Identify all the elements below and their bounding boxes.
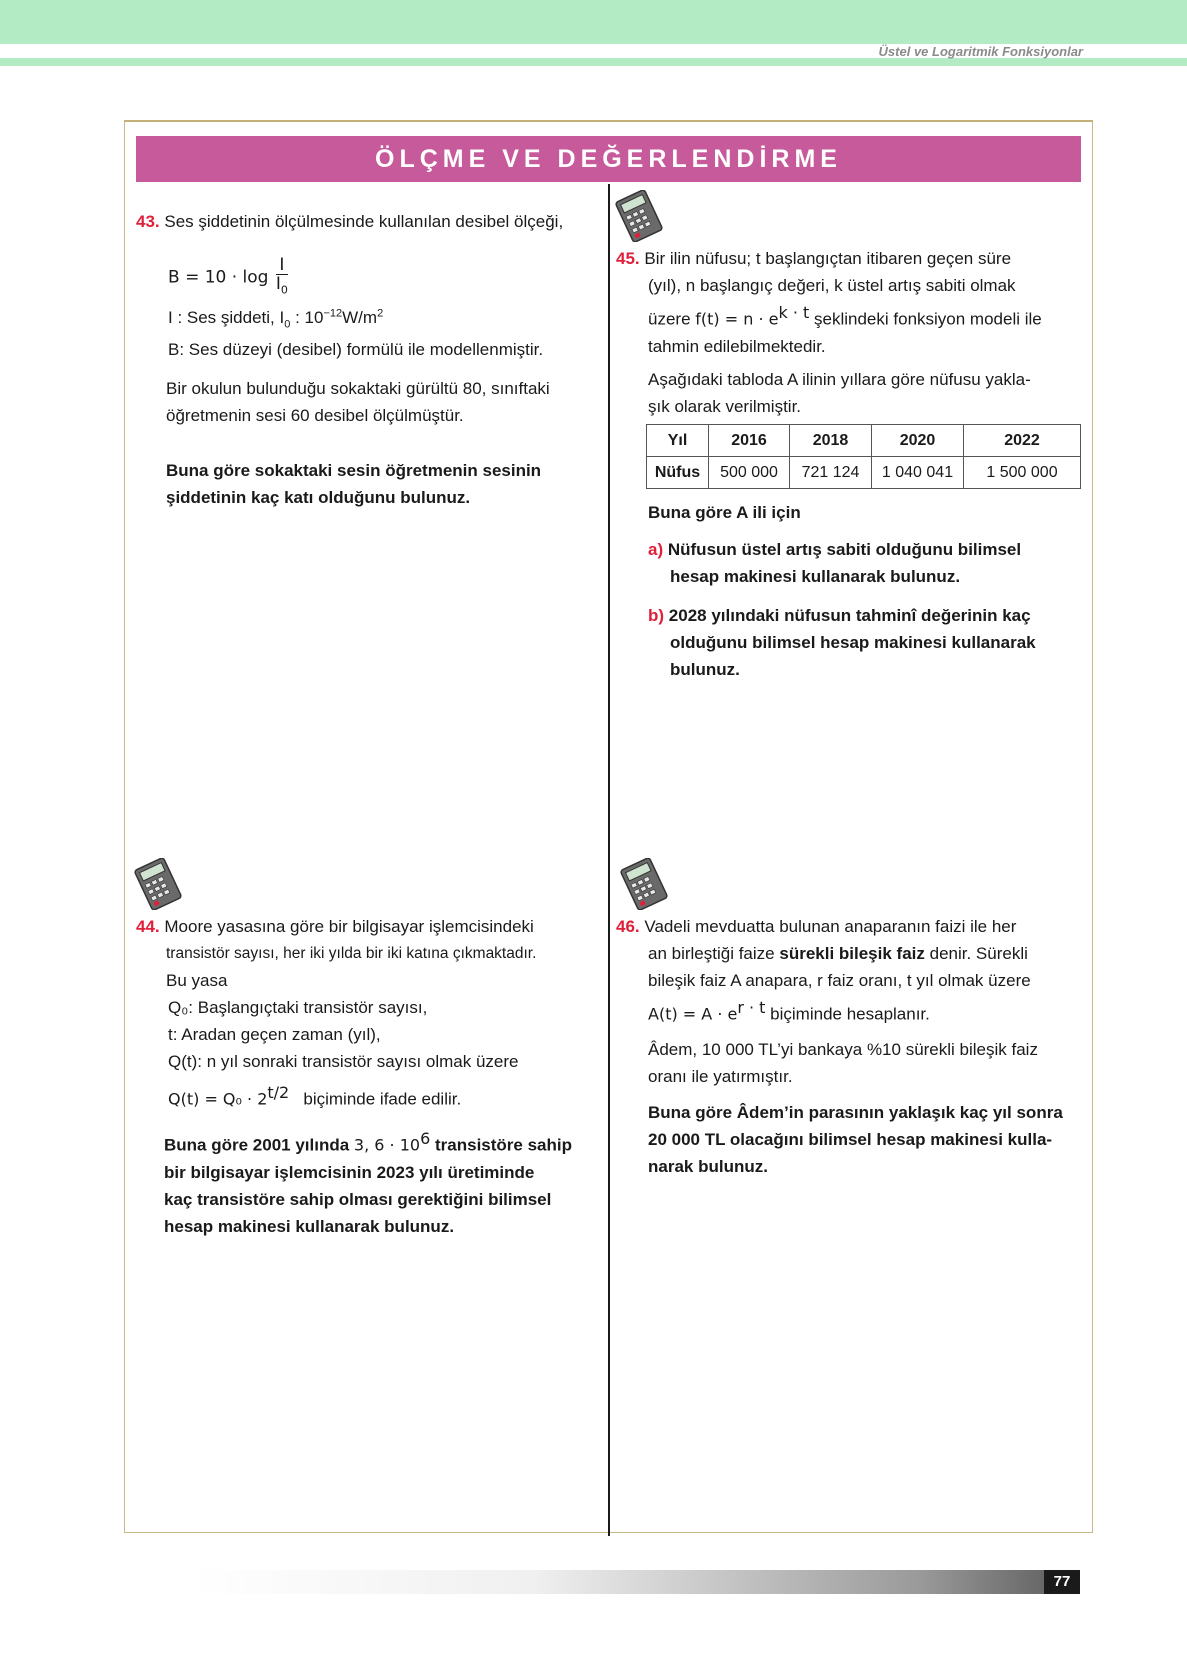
q43-paragraph: Bir okulun bulunduğu sokaktaki gürültü 80, sınıftaki öğretmenin sesi 60 desibel ölçülmüştür. <box>166 379 550 425</box>
population-table <box>646 424 1081 489</box>
section-banner: ÖLÇME VE DEĞERLENDİRME <box>136 136 1081 182</box>
q46-task: Buna göre Âdem’in parasının yaklaşık kaç yıl sonra 20 000 TL olacağını bilimsel hesap makinesi kulla- narak bulunuz. <box>648 1103 1063 1176</box>
page-number: 77 <box>1044 1570 1080 1594</box>
content-frame-top-rule <box>124 120 1093 122</box>
running-title: Üstel ve Logaritmik Fonksiyonlar <box>878 44 1083 59</box>
q43-intro: Ses şiddetinin ölçülmesinde kullanılan desibel ölçeği, <box>164 212 564 231</box>
top-decorative-stripe <box>0 58 1187 66</box>
question-43 <box>136 208 600 235</box>
question-number: 44. <box>136 917 160 936</box>
question-number: 45. <box>616 249 640 268</box>
question-44: 44. Moore yasasına göre bir bilgisayar işlemcisindeki transistör sayısı, her iki yılda bir iki katına çıkmaktadır. Bu yasa Q₀: Başlangıçtaki transistör sayısı, t: Aradan geçen zaman (yıl), Q(t): n yıl sonraki transistör sayısı olmak üzere $Q(t) = Q_0 \cdot 2^{t/2}$ biçiminde ifade edilir. <box>136 917 537 1109</box>
column-divider <box>608 184 610 1536</box>
q44-task: Buna göre 2001 yılında 3, $6 \cdot 10^6$ transistöre sahip bir bilgisayar işlemcisinin 2023 yılı üretiminde kaç transistöre sahip olması gerektiğini bilimsel hesap makinesi kullanarak bulunuz. <box>164 1129 572 1236</box>
footer-gradient-bar <box>190 1570 1048 1594</box>
table-row: Nüfus 500 000 721 124 1 040 041 1 500 000 <box>647 457 1081 489</box>
calculator-icon <box>615 190 663 242</box>
q45-paragraph: Aşağıdaki tabloda A ilinin yıllara göre nüfusu yakla- şık olarak verilmiştir. <box>648 370 1031 416</box>
table-row: Yıl 2016 2018 2020 2022 <box>647 425 1081 457</box>
question-45: 45. Bir ilin nüfusu; t başlangıçtan itibaren geçen süre (yıl), n başlangıç değeri, k üstel artış sabiti olmak üzere $f(t) = n \cdot e^{k \cdot t}$ şeklindeki fonksiyon modeli ile tahmin edilebilmektedir. <box>616 249 1042 356</box>
question-number: 46. <box>616 917 640 936</box>
q43-formula: B = 10 · log $\frac{I}{I_0}$ <box>168 256 288 299</box>
q43-def-B: B: Ses düzeyi (desibel) formülü ile modellenmiştir. <box>168 340 544 359</box>
q46-paragraph: Âdem, 10 000 TL’yi bankaya %10 sürekli bileşik faiz oranı ile yatırmıştır. <box>648 1040 1038 1086</box>
calculator-icon <box>620 858 668 910</box>
question-46: 46. Vadeli mevduatta bulunan anaparanın faizi ile her an birleştiği faize sürekli bileşik faiz denir. Sürekli bileşik faiz A anapara, r faiz oranı, t yıl olmak üzere $A(t) = A \cdot e^{r \cdot t}$ biçiminde hesaplanır. <box>616 917 1031 1024</box>
q43-def-I: I : Ses şiddeti, $I_0$ : $10^{-12}W/m^2$ <box>168 307 384 331</box>
q45-lead: Buna göre A ili için <box>648 503 801 522</box>
q45-part-a: a) Nüfusun üstel artış sabiti olduğunu bilimsel hesap makinesi kullanarak bulunuz. <box>648 540 1022 586</box>
calculator-icon <box>134 858 182 910</box>
q45-part-b: b) 2028 yılındaki nüfusun tahminî değerinin kaç olduğunu bilimsel hesap makinesi kullanarak bulunuz. <box>648 606 1036 679</box>
q43-task: Buna göre sokaktaki sesin öğretmenin sesinin şiddetinin kaç katı olduğunu bulunuz. <box>166 461 542 507</box>
question-number: 43. <box>136 212 160 231</box>
fraction-I-over-I0: $\frac{I}{I_0}$ <box>275 255 288 297</box>
top-decorative-band <box>0 0 1187 44</box>
